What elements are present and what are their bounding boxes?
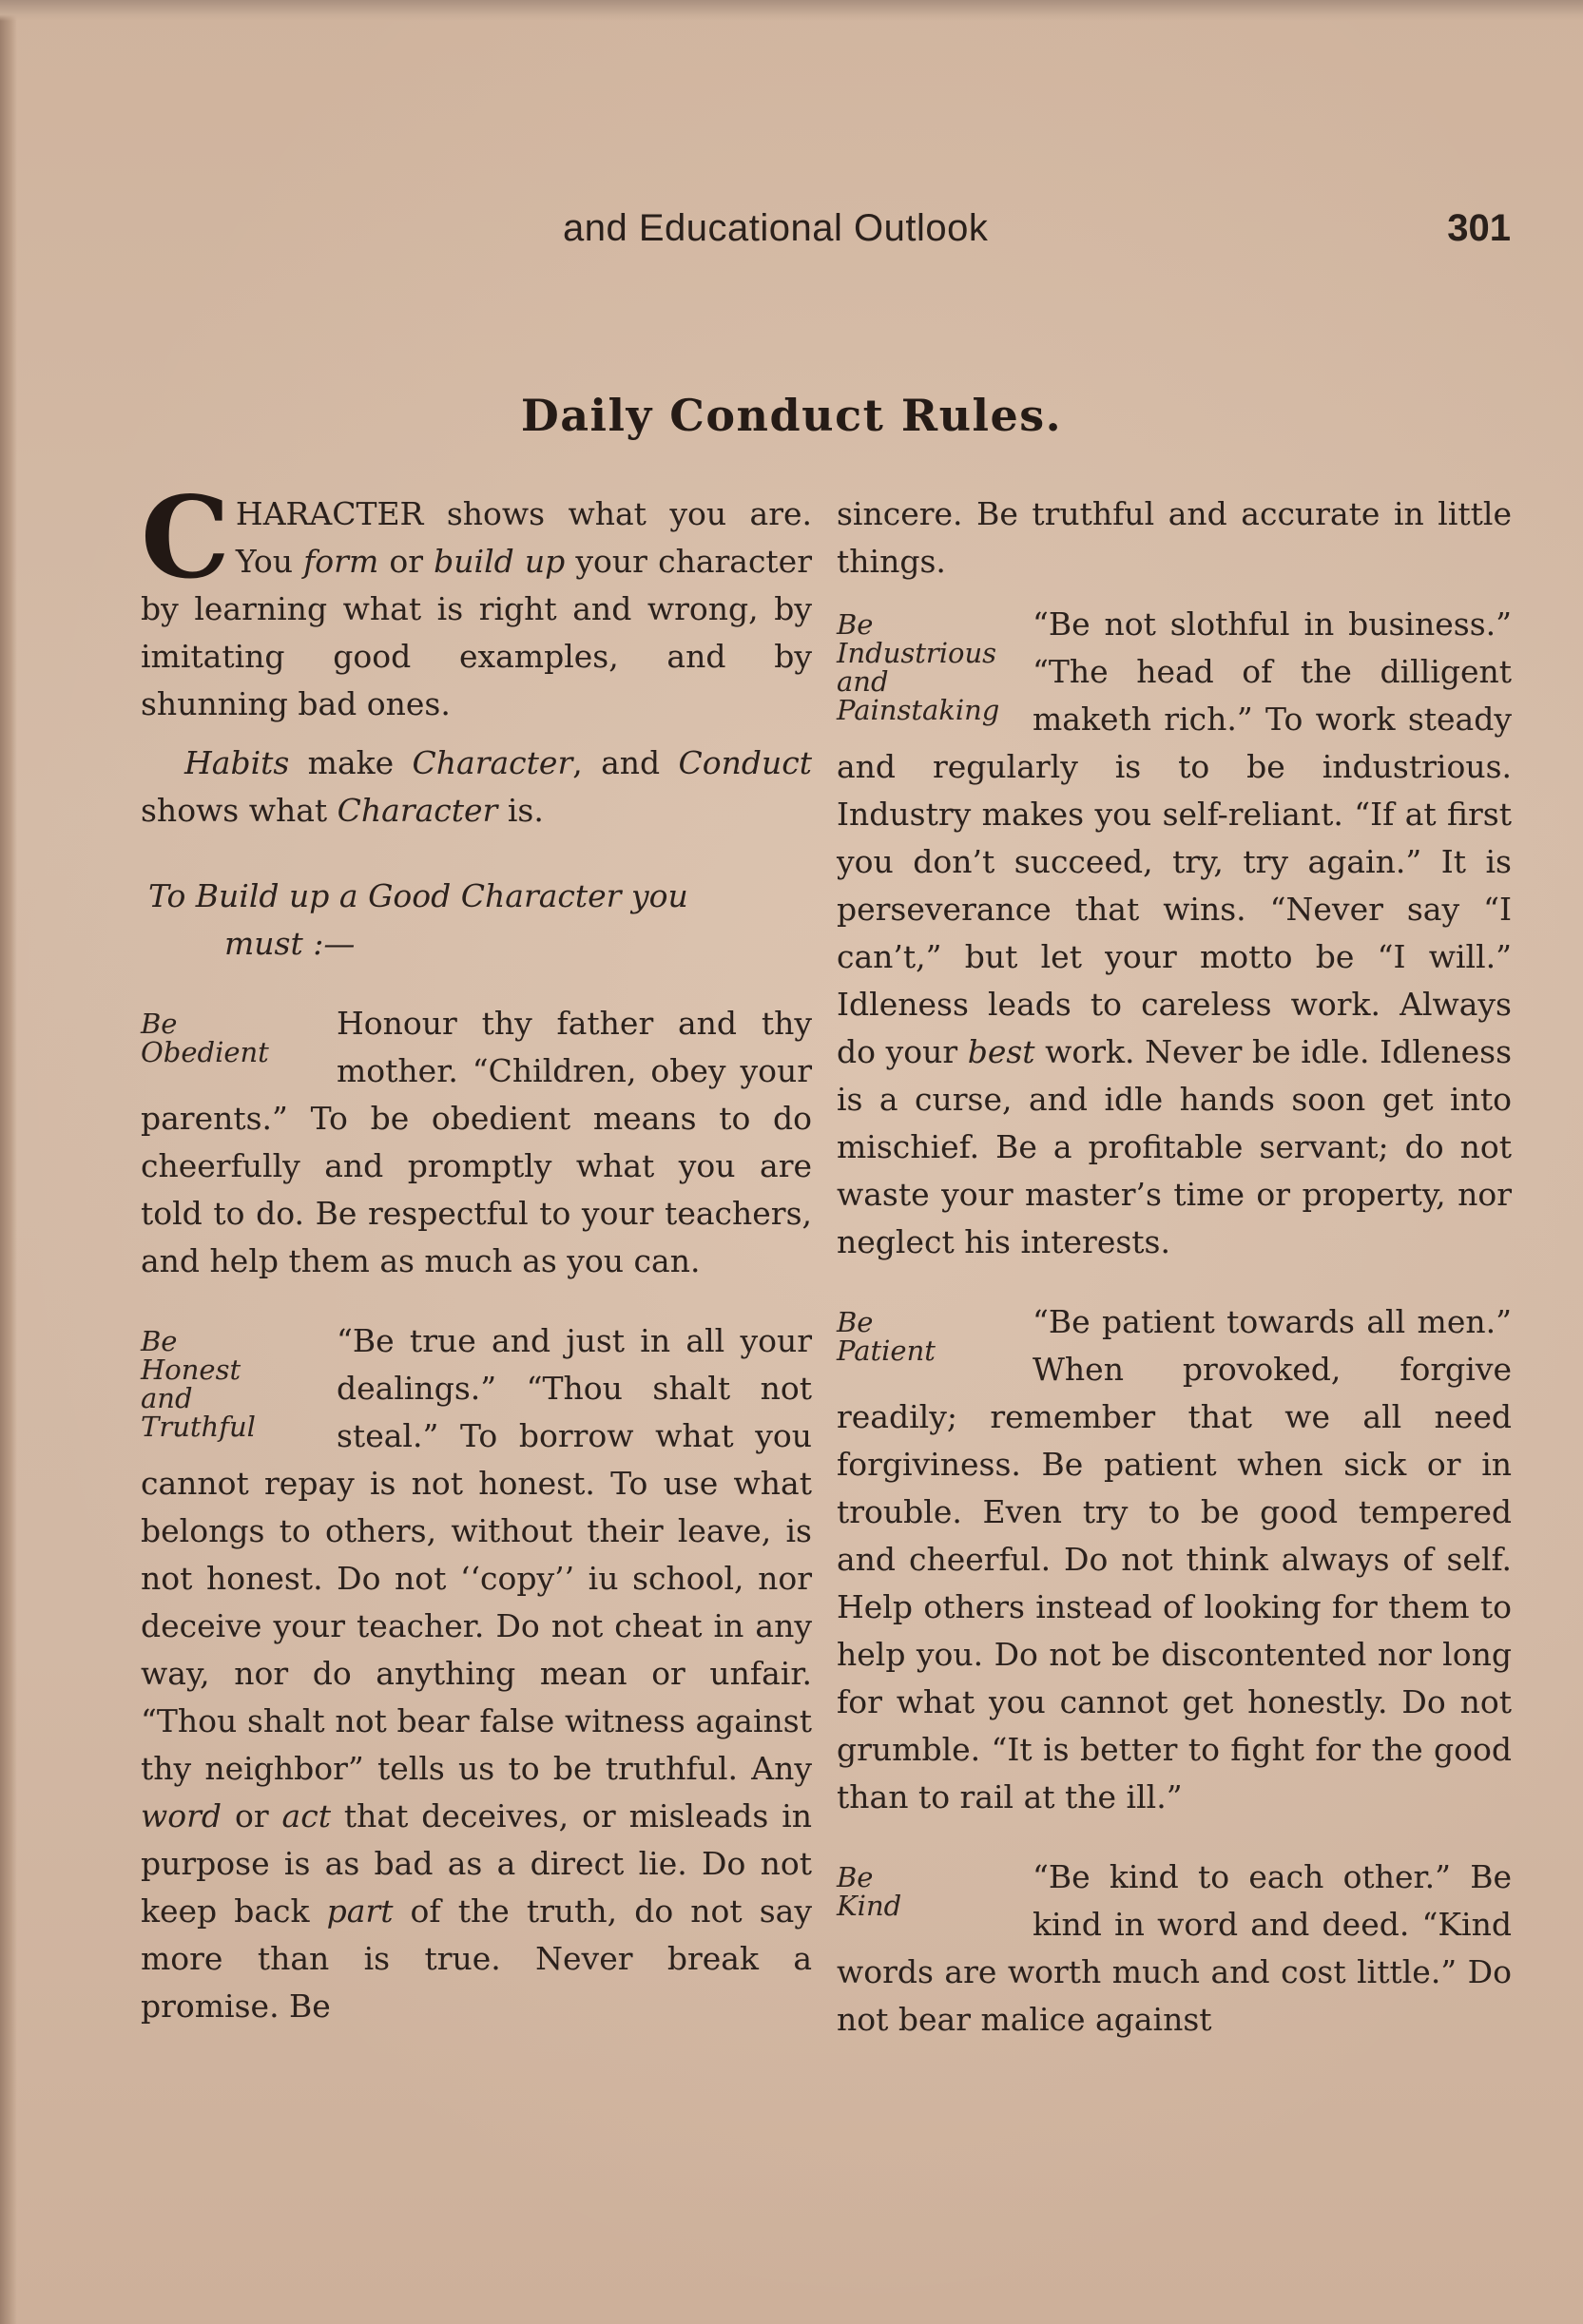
section-text: Honour thy father and thy mother. “Children, obey your parents.” To be obedient means to do cheerfully and promptly what you are told to do. Be respectful to your teachers, and help them as much as you can. — [141, 1005, 812, 1279]
side-label-obedient — [141, 1000, 331, 1066]
page-number: 301 — [1447, 207, 1511, 249]
side-label-line: Be — [141, 1325, 178, 1357]
habits-text: , and — [572, 744, 679, 781]
section-text: “Be patient towards all men.” When provoked, forgive readily; remember that we all need forgiviness. Be patient when sick or in trouble. Even try to be good tempered and cheerful. Do not think always of self. Help others instead of looking for them to help you. Do not be discontented nor long for what you cannot get honestly. Do not grumble. “It is better to fight for the good than to rail at the ill.” — [837, 1303, 1512, 1815]
section-honest — [141, 1317, 812, 2030]
section-text-part: “Be true and just in all your dealings.” “Thou shalt not steal.” To borrow what you cannot repay is not honest. To use what belongs to others, without their leave, is not honest. Do not ‘‘copy’’ iu school, nor deceive your teacher. Do not cheat in any way, nor do anything mean or unfair. “Thou shalt not bear false witness against thy neighbor” tells us to be truthful. Any — [141, 1322, 812, 1787]
italic-act: act — [281, 1797, 331, 1834]
binding-shadow — [0, 0, 17, 2324]
intro-text: or — [378, 543, 434, 580]
side-label-line: Be — [837, 1306, 874, 1338]
side-label-line: Be — [837, 1861, 874, 1893]
side-label-line: Truthful — [141, 1411, 256, 1443]
habits-paragraph — [141, 739, 812, 835]
section-text-part: that deceives, or misleads in purpose is as bad as a direct lie. Do not keep back — [141, 1797, 812, 1930]
italic-best: best — [967, 1033, 1035, 1070]
side-label-line: Painstaking — [837, 694, 1000, 726]
intro-paragraph — [141, 471, 812, 728]
side-label-patient — [837, 1298, 1027, 1365]
intro-italic-build-up: build up — [434, 543, 566, 580]
habits-text: is. — [497, 792, 544, 829]
side-label-line: Be — [141, 1008, 178, 1040]
section-industrious — [837, 601, 1512, 1266]
side-label-line: Be — [837, 608, 874, 641]
drop-cap: C — [141, 471, 230, 604]
side-label-kind — [837, 1853, 1027, 1920]
heading-line: To Build up a Good Character you — [148, 877, 688, 914]
intro-text: HARACTER shows what you are. You — [235, 495, 812, 580]
side-label-line: Kind — [837, 1890, 902, 1922]
side-label-line: Obedient — [141, 1036, 269, 1068]
heading-line: must :— — [224, 925, 356, 962]
left-column — [141, 471, 812, 2030]
italic-conduct: Conduct — [678, 744, 812, 781]
section-text: “Be kind to each other.” Be kind in word and deed. “Kind words are worth much and cost little.” Do not bear malice against — [837, 1858, 1512, 2038]
italic-habits: Habits — [184, 744, 290, 781]
italic-word: word — [141, 1797, 222, 1834]
habits-text: shows what — [141, 792, 338, 829]
section-patient — [837, 1298, 1512, 1821]
running-title: and Educational Outlook — [563, 207, 989, 249]
section-kind — [837, 1853, 1512, 2044]
intro-italic-form: form — [303, 543, 379, 580]
intro-text: your character by learning what is right and wrong, by imitating good examples, and by shunning bad ones. — [141, 543, 812, 722]
italic-character: Character — [412, 744, 573, 781]
side-label-line: Honest — [141, 1354, 241, 1386]
section-text-part: or — [222, 1797, 282, 1834]
page-header — [0, 207, 1583, 264]
side-label-line: Patient — [837, 1335, 936, 1367]
section-text-part: work. Never be idle. Idleness is a curse, and idle hands soon get into mischief. Be a profitable servant; do not waste your master’s time or property, nor neglect his interests. — [837, 1033, 1512, 1260]
side-label-line: and — [837, 665, 889, 698]
section-text-part: “Be not slothful in business.” “The head of the dilligent maketh rich.” To work steady and regularly is to be industrious. Industry makes you self-reliant. “If at first you don’t succeed, try, try again.” It is perseverance that wins. “Never say “I can’t,” but let your motto be “I will.” Idleness leads to careless work. Always do your — [837, 605, 1512, 1070]
section-obedient — [141, 1000, 812, 1285]
honest-continuation: sincere. Be truthful and accurate in little things. — [837, 495, 1512, 580]
side-label-line: and — [141, 1382, 193, 1414]
right-column — [837, 490, 1512, 2044]
build-character-heading — [141, 873, 812, 968]
side-label-line: Industrious — [837, 637, 997, 669]
side-label-honest — [141, 1317, 331, 1441]
italic-character: Character — [337, 792, 498, 829]
section-text-part: of the truth, do not say more than is true. Never break a promise. Be — [141, 1892, 812, 2025]
habits-text: make — [289, 744, 413, 781]
side-label-industrious — [837, 601, 1027, 724]
top-edge-shadow — [0, 0, 1583, 21]
italic-part: part — [326, 1892, 394, 1930]
article-title: Daily Conduct Rules. — [520, 390, 1063, 441]
